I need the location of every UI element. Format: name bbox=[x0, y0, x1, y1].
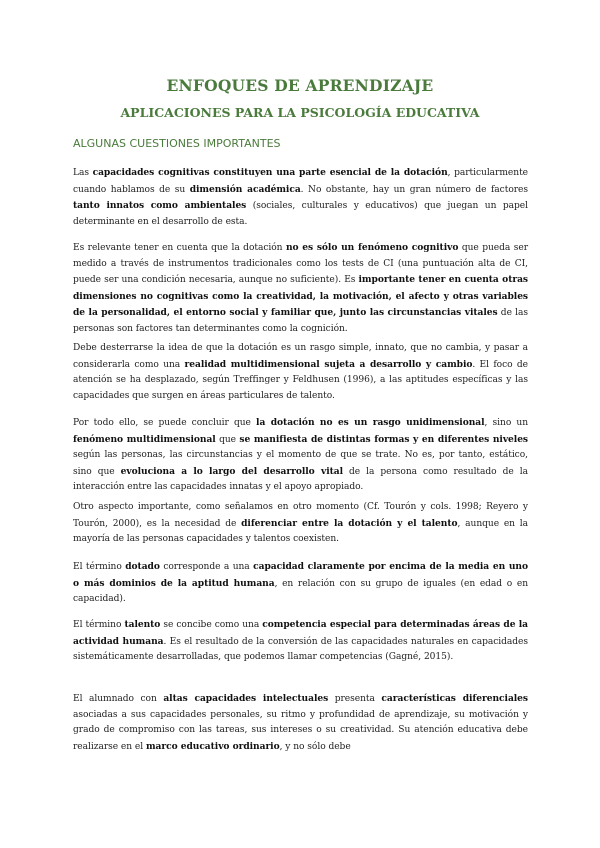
text-run: de la persona como resultado de la interacción entre las capacidades innatas y el apoyo apropiado. bbox=[73, 466, 528, 493]
text-run: Otro aspecto importante, como señalamos en otro momento (Cf. Tourón y cols. 1998; Reyero y Tourón, 2000), es la necesidad de bbox=[73, 502, 528, 529]
text-run: según las personas, las circunstancias y el momento de que se trate. No es, por tanto, estático, sino que bbox=[73, 450, 528, 477]
text-run: de las personas son factores tan determinantes como la cognición. bbox=[73, 308, 528, 334]
text-run: corresponde a una bbox=[159, 562, 254, 572]
paragraph-multidimensional bbox=[73, 341, 528, 404]
text-run: El alumnado con bbox=[73, 694, 164, 704]
text-run: , particularmente cuando hablamos de su bbox=[73, 168, 529, 195]
text-run: que pueda ser medido a través de instrumentos tradicionales como los tests de CI (una puntuación alta de CI, puede ser una condición necesaria, aunque no suficiente). Es bbox=[73, 243, 528, 286]
text-run: . No obstante, hay un gran número de factores bbox=[300, 184, 528, 195]
text-run: Debe desterrarse la idea de que la dotación es un rasgo simple, innato, que no cambia, y pasar a considerarla como una bbox=[73, 343, 528, 370]
bold-run: tanto innatos como ambientales bbox=[73, 200, 247, 212]
text-run: El término bbox=[73, 620, 125, 630]
text-run: El término bbox=[73, 562, 126, 572]
text-run: asociadas a sus capacidades personales, su ritmo y profundidad de aprendizaje, su motivación y grado de compromiso con las tareas, sus intereses o su creatividad. Su atención educativa debe realizarse en el bbox=[73, 709, 528, 752]
bold-run: la dotación no es un rasgo unidimensional bbox=[256, 417, 485, 428]
text-run: (sociales, culturales y educativos) que juegan un papel determinante en el desarrollo de esta. bbox=[73, 201, 528, 227]
text-run: Es relevante tener en cuenta que la dotación bbox=[73, 243, 286, 253]
text-run: , y no sólo debe bbox=[279, 741, 351, 752]
bold-run: realidad multidimensional sujeta a desarrollo y cambio bbox=[184, 358, 473, 370]
bold-run: importante tener en cuenta otras dimensiones no cognitivas como la creatividad, la motivación, el afecto y otras variables de la personalidad, el entorno social y familiar que, junto las circunstancias vitales bbox=[73, 274, 528, 319]
bold-run: evoluciona a lo largo del desarrollo vital bbox=[120, 465, 344, 477]
document-subtitle: APLICACIONES PARA LA PSICOLOGÍA EDUCATIVA bbox=[120, 105, 480, 120]
section-heading: ALGUNAS CUESTIONES IMPORTANTES bbox=[73, 137, 281, 150]
bold-run: capacidad claramente por encima de la media en uno o más dominios de la aptitud humana bbox=[73, 561, 529, 589]
text-run: presenta bbox=[328, 694, 382, 704]
text-run: Las bbox=[73, 168, 93, 178]
bold-run: diferenciar entre la dotación y el talento bbox=[241, 517, 458, 529]
paragraph-altas-capacidades bbox=[73, 691, 528, 755]
text-run: . El foco de atención se ha desplazado, según Treffinger y Feldhusen (1996), a las aptitudes específicas y las capacidades que surgen en áreas particulares de talento. bbox=[73, 359, 528, 401]
bold-run: se manifiesta de distintas formas y en diferentes niveles bbox=[239, 433, 529, 445]
paragraph-capacidades bbox=[73, 165, 528, 230]
bold-run: altas capacidades intelectuales bbox=[163, 693, 329, 704]
paragraph-dotacion-talento bbox=[73, 500, 528, 548]
bold-run: fenómeno multidimensional bbox=[73, 433, 216, 445]
bold-run: dotado bbox=[125, 561, 160, 572]
bold-run: marco educativo ordinario bbox=[145, 740, 280, 752]
text-run: , sino un bbox=[484, 418, 529, 428]
text-run: , en relación con su grupo de iguales (en edad o en capacidad). bbox=[73, 578, 529, 605]
text-run: . Es el resultado de la conversión de las capacidades naturales en capacidades sistemáticamente desarrolladas, que podemos llamar competencias (Gagné, 2015). bbox=[73, 636, 528, 663]
paragraph-talento bbox=[73, 617, 528, 666]
paragraph-no-cognitivo bbox=[73, 240, 528, 338]
bold-run: dimensión académica bbox=[189, 183, 301, 195]
bold-run: no es sólo un fenómeno cognitivo bbox=[285, 242, 459, 253]
bold-run: capacidades cognitivas constituyen una parte esencial de la dotación bbox=[92, 167, 448, 178]
text-run: se concibe como una bbox=[160, 620, 263, 630]
paragraph-dotado bbox=[73, 559, 528, 608]
text-run: Por todo ello, se puede concluir que bbox=[73, 418, 257, 428]
bold-run: características diferenciales bbox=[381, 693, 528, 704]
document-title: ENFOQUES DE APRENDIZAJE bbox=[166, 76, 434, 95]
bold-run: competencia especial para determinadas áreas de la actividad humana bbox=[73, 619, 529, 647]
paragraph-conclusion bbox=[73, 415, 528, 496]
text-run: , aunque en la mayoría de las personas capacidades y talentos coexisten. bbox=[73, 518, 528, 545]
bold-run: talento bbox=[124, 619, 161, 630]
text-run: que bbox=[215, 434, 240, 445]
